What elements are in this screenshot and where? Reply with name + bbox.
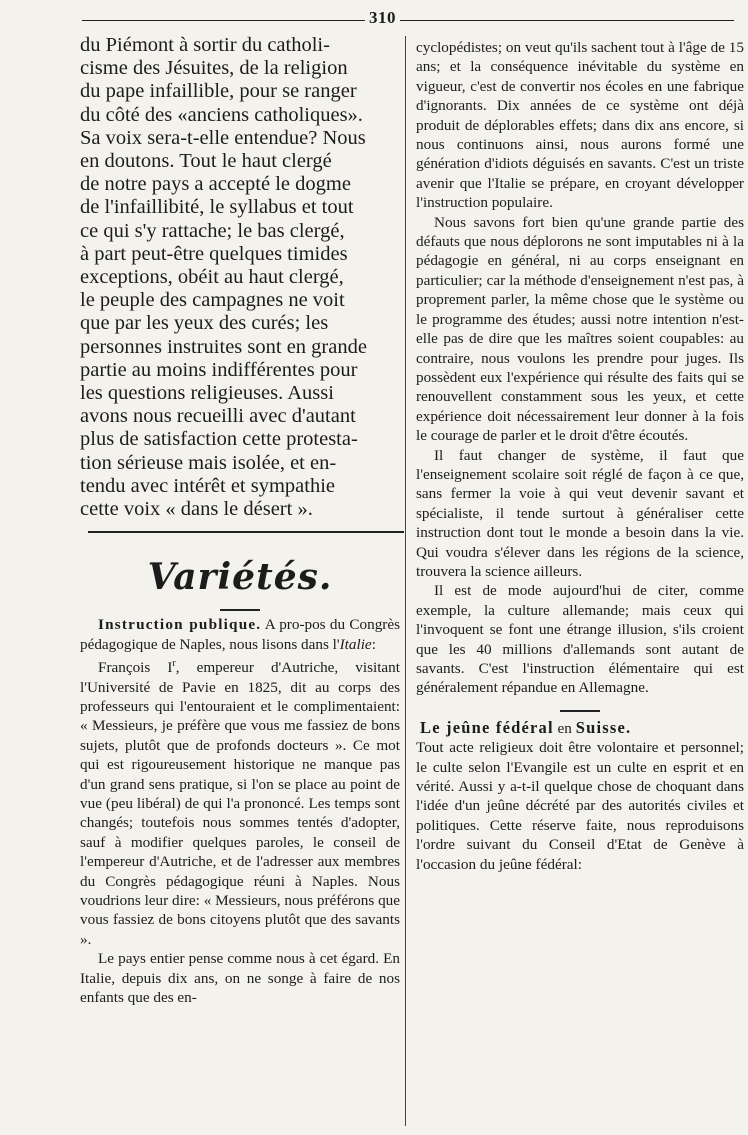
text-line: tion sérieuse mais isolée, et en- — [80, 451, 337, 474]
text-line: les questions religieuses. Aussi — [80, 382, 334, 405]
text-line: personnes instruites sont en grande — [80, 335, 367, 358]
article-heading: Le jeûne fédéral — [420, 717, 554, 737]
header-rule-left — [82, 20, 365, 21]
short-rule — [220, 609, 260, 611]
article-heading: Instruction publique. — [98, 616, 262, 634]
paragraph: Le pays entier pense comme nous à cet égard. En Italie, depuis dix ans, on ne songe à faire de nos enfants que des en- — [80, 950, 400, 1007]
section-separator — [88, 531, 404, 533]
article-intro: Instruction publique. A pro-pos du Congrès pédagogique de Naples, nous lisons dans l'Italie: — [80, 616, 401, 653]
text-line: du côté des «anciens catholiques». — [80, 103, 363, 126]
article-instruction-publique — [80, 609, 400, 1007]
source-name: Italie — [339, 635, 372, 653]
paragraph: François $I^r$, empereur d'Autriche, visitant l'Université de Pavie en 1825, dit au corps des professeurs qui l'entouraient et le complimentaient: « Messieurs, je préfère que vous me fassiez de bons sujets, plutôt que de profonds docteurs ». Ce mot qui est rigoureusement historique ne manque pas d'un grand sens pratique, si l'on se place au point de vue (peu libéral) de qui l'a prononcé. Les temps sont changés; toutefois nous sommes tentés d'adopter, sauf à modifier quelques paroles, le conseil de l'empereur d'Autriche, et de l'adresser aux membres du Congrès pédagogique réuni à Naples. Nous voudrions leur dire: « Messieurs, nous préférons que vous fassiez de bons citoyens plutôt que des savants ». — [80, 658, 400, 948]
text-line: de notre pays a accepté le dogme — [80, 173, 351, 196]
text-line: de l'infaillibité, le syllabus et tout — [80, 196, 354, 219]
page-number: 310 — [369, 8, 396, 27]
text-line: Sa voix sera-t-elle entendue? Nous — [80, 126, 366, 149]
text-line: plus de satisfaction cette protesta- — [80, 428, 358, 451]
right-column — [416, 38, 744, 874]
text-line: cisme des Jésuites, de la religion — [80, 57, 348, 80]
text-line: en doutons. Tout le haut clergé — [80, 150, 332, 173]
text-line: partie au moins indifférentes pour — [80, 358, 358, 381]
closing-paragraph — [80, 34, 400, 521]
paragraph: Il faut changer de système, il faut que l'enseignement scolaire soit réglé de façon à ce que, sans fermer la voie à qui veut devenir savant et spécialiste, il tende surtout à généraliser cette instruction dont tout le monde a besoin dans la vie. Qui voudra s'élever dans les régions de la science, trouvera la science ailleurs. — [416, 446, 744, 580]
text-line: tendu avec intérêt et sympathie — [80, 474, 336, 497]
article-jeune-federal: Le jeûne fédéral en Suisse. — [420, 717, 632, 737]
text-line: à part peut-être quelques timides — [80, 242, 348, 265]
paragraph: cyclopédistes; on veut qu'ils sachent tout à l'âge de 15 ans; et la conséquence inévitable du système en vigueur, c'est de convertir nos écoles en une fabrique d'ignorants. Dix années de ce système ont déjà produit de déplorables effets; dans dix ans encore, si nous continuons ainsi, nous aurons formé une génération d'idiots déguisés en savants. C'est un triste avenir que l'Italie se prépare, en croyant développer l'instruction populaire. — [416, 39, 744, 212]
text-line: du pape infaillible, pour se ranger — [80, 80, 357, 103]
section-title: Variétés. — [147, 556, 333, 599]
text-line: du Piémont à sortir du catholi- — [80, 34, 330, 56]
left-column — [80, 34, 400, 1007]
paragraph: Tout acte religieux doit être volontaire et personnel; le culte selon l'Evangile est un culte en esprit et en vérité. Aussi y a-t-il quelque chose de choquant dans l'idée d'un jeûne décrété par des autorités civiles et politiques. Cette réserve faite, nous reproduisons l'ordre suivant du Conseil d'Etat de Genève à l'occasion du jeûne fédéral: — [416, 739, 744, 873]
text-line: que par les yeux des curés; les — [80, 312, 329, 335]
text-line: le peuple des campagnes ne voit — [80, 289, 345, 312]
text-line: avons nous recueilli avec d'autant — [80, 405, 356, 428]
article-heading: Suisse. — [575, 717, 632, 737]
column-divider — [405, 36, 406, 1126]
paragraph: Nous savons fort bien qu'une grande partie des défauts que nous déplorons ne sont imputables ni à la pédagogie en général, ni au corps enseignant en particulier; car la méthode d'enseignement n'est pas, à proprement parler, la même chose que le système ou le programme des études; aussi notre intention n'est-elle pas de dire que les maîtres soient coupables: au contraire, nous voulons les prendre pour juges. Ils possèdent eux l'expérience qui résulte des faits qui se renouvellent constamment sous les yeux, et cette expérience doit nécessairement leur donner à la fois le courage de parler et le droit d'être écoutés. — [416, 213, 744, 445]
paragraph: Il est de mode aujourd'hui de citer, comme exemple, la culture allemande; mais ceux qui l'invoquent se font une étrange illusion, s'ils croient que les 40 millions d'allemands sont autant de savants. C'est l'instruction élémentaire qui est généralement répandue en Allemagne. — [416, 582, 744, 697]
header-rule-right — [400, 20, 734, 21]
text-line: ce qui s'y rattache; le bas clergé, — [80, 219, 345, 242]
text-line: exceptions, obéit au haut clergé, — [80, 266, 344, 289]
text-line: cette voix « dans le désert ». — [80, 498, 313, 521]
short-rule — [560, 710, 600, 712]
